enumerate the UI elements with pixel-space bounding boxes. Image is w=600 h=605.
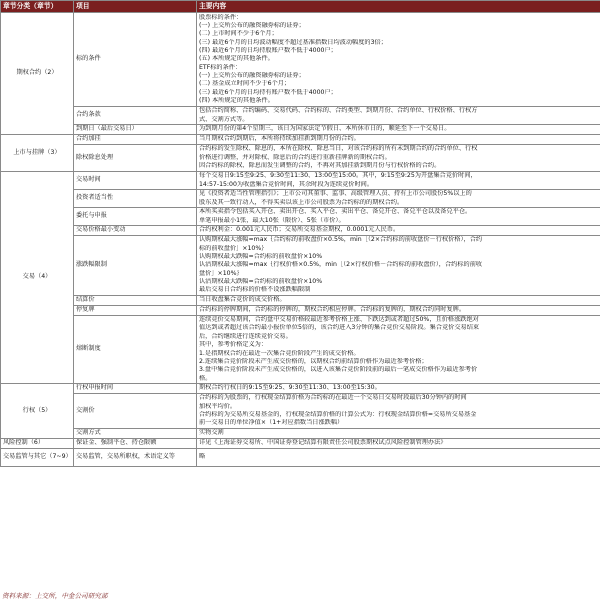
item-cell: 涨跌幅限制 bbox=[74, 236, 197, 296]
content-line: 包括合约简称、合约编码、交易代码、合约标的、合约类型、到期月份、合约单位、行权价格、行权方 bbox=[199, 107, 478, 115]
table-row bbox=[1, 135, 600, 145]
content-line: (二) 上市时间不少于6个月； bbox=[199, 30, 278, 38]
content-line: 期权合约行权日的9:15至9:25、9:30至11:30、13:00至15:30。 bbox=[199, 384, 381, 392]
content-line: (二) 基金成立时间不少于6个月； bbox=[199, 80, 291, 88]
table-row bbox=[1, 316, 600, 384]
content-line: ETF标的条件： bbox=[199, 63, 242, 71]
content-line: 合约标的发生除权、除息的，本所在除权、除息当日，对该合约标的所有未到期合约的合约单位、行权 bbox=[199, 145, 478, 153]
item-cell: 交易监管，交易所职权，术语定义等 bbox=[74, 449, 197, 467]
item-cell: 投资者适当性 bbox=[74, 190, 197, 208]
item-cell: 行权申报时间 bbox=[74, 384, 197, 394]
content-line: (三) 最近6个月的日均波动幅度不超过基准指数日均波动幅度的3倍； bbox=[199, 38, 387, 46]
table-row bbox=[1, 190, 600, 208]
content-cell bbox=[197, 306, 600, 316]
table-body bbox=[1, 1, 600, 467]
item-cell: 熔断制度 bbox=[74, 316, 197, 384]
item-cell: 交割价 bbox=[74, 394, 197, 429]
item-cell: 交割方式 bbox=[74, 429, 197, 439]
table-row bbox=[1, 236, 600, 296]
chapter-cell: 风险控制（6） bbox=[1, 439, 74, 449]
chapter-cell: 期权合约（2） bbox=[1, 13, 74, 135]
content-line: 认沽期权最大跌幅=合约标的前收盘价×10% bbox=[199, 278, 323, 286]
content-line: 格。 bbox=[199, 374, 212, 382]
content-line: 1.是指期权合约在最近一次集合竞价阶段产生的成交价格。 bbox=[199, 349, 360, 357]
content-cell bbox=[197, 135, 600, 145]
content-cell bbox=[197, 125, 600, 135]
table-row bbox=[1, 208, 600, 226]
content-cell bbox=[197, 208, 600, 226]
header-chapter: 章节分类（章节） bbox=[1, 1, 74, 13]
content-line: 前一交易日的单位净值×（1+对应指数当日涨跌幅） bbox=[199, 419, 344, 427]
content-line: 合约标的为股票的，行权现金结算价格为合约标的在最近一个交易日交易时段最后30分钟内的时间 bbox=[199, 394, 467, 402]
item-cell: 交易时间 bbox=[74, 172, 197, 190]
table-row bbox=[1, 384, 600, 394]
table-row bbox=[1, 107, 600, 125]
item-cell: 合约加挂 bbox=[74, 135, 197, 145]
content-line: 14:57-15:00为收盘集合竞价时间，其余时段为连续竞价时间。 bbox=[199, 180, 374, 188]
content-line: 2.连续集合竞价阶段未产生成交价格的，以期权合约前结算价格作为最近参考价格； bbox=[199, 357, 428, 365]
content-line: 当月期权合约到期后，本所将持续加挂新到期月份的合约。 bbox=[199, 135, 360, 143]
content-cell bbox=[197, 190, 600, 208]
content-line: 认购期权最大跌幅=合约标的前收盘价×10% bbox=[199, 252, 323, 260]
content-line: 值达到或者超过该合约最小报价单位5倍的，该合约进入3分钟的集合竞价交易阶段。集合竞价交易结束 bbox=[199, 324, 480, 332]
content-cell bbox=[197, 145, 600, 172]
item-cell: 停复牌 bbox=[74, 306, 197, 316]
content-line: 合约标的停牌期间，合约标的停牌的，期权合约相应停牌。合约标的复牌的，期权合约同时复牌。 bbox=[199, 306, 466, 314]
content-cell bbox=[197, 429, 600, 439]
content-line: 式、交割方式等。 bbox=[199, 115, 249, 123]
content-cell bbox=[197, 13, 600, 107]
content-line: 实物交割 bbox=[199, 429, 224, 437]
item-cell: 委托与申报 bbox=[74, 208, 197, 226]
chapter-cell: 行权（5） bbox=[1, 384, 74, 439]
content-cell bbox=[197, 316, 600, 384]
content-line: 认购期权最大涨幅=max｛合约标的前收盘价×0.5%，min［（2×合约标的前收盘价－行权价格），合约 bbox=[199, 236, 483, 244]
content-line: 合约标的为交易所交易基金的，行权现金结算价格的计算公式为：行权现金结算价格=交易所交易基金 bbox=[199, 411, 477, 418]
content-line: 为到期月份的第4个星期三，该日为国家法定节假日、本所休市日的，顺延至下一个交易日。 bbox=[199, 125, 451, 133]
content-line: (三) 最近6个月的日均持有账户数不低于4000户； bbox=[199, 88, 337, 96]
item-cell: 除权除息处理 bbox=[74, 145, 197, 172]
content-line: 当日收盘集合竞价的成交价格。 bbox=[199, 296, 286, 304]
content-line: 略 bbox=[199, 453, 206, 461]
content-line: (一) 上交所公布的融资融券标的证券； bbox=[199, 21, 305, 29]
content-line: 见《投资者适当性管理指引》；上市公司其董事、监事、高级管理人员、持有上市公司股份5%以上的 bbox=[199, 190, 472, 198]
content-cell bbox=[197, 394, 600, 429]
content-line: 最后交易日合约标的价格不设涨跌幅限制 bbox=[199, 286, 311, 294]
content-line: 单笔申报最小1张，最大10张（限价）、5张（市价）。 bbox=[199, 216, 345, 224]
item-cell: 保证金、强制平仓、持仓限额 bbox=[74, 439, 197, 449]
table-row bbox=[1, 429, 600, 439]
table-row bbox=[1, 394, 600, 429]
content-cell bbox=[197, 439, 600, 449]
content-line: 每个交易日9:15至9:25、9:30至11:30、13:00至15:00。其中，9:15至9:25为开盘集合竞价时间， bbox=[199, 172, 477, 180]
content-line: 合约权利金：0.001元人民币；交易所交易基金期权，0.0001元人民币。 bbox=[199, 226, 400, 234]
content-line: (五) 本所规定的其他条件。 bbox=[199, 55, 274, 63]
item-cell: 合约条款 bbox=[74, 107, 197, 125]
chapter-cell: 交易（4） bbox=[1, 172, 74, 384]
content-line: 因合约标的除权、除息而发生调整的合约，不再对其加挂新到期月份与行权价格的合约。 bbox=[199, 162, 441, 170]
table-header-row bbox=[1, 1, 600, 13]
chapter-cell: 上市与挂牌（3） bbox=[1, 135, 74, 172]
table-row bbox=[1, 306, 600, 316]
item-cell: 标的条件 bbox=[74, 13, 197, 107]
content-line: (一) 上交所公布的融资融券标的证券； bbox=[199, 72, 305, 80]
content-line: 价格进行调整，并对除权、除息后的合约进行重新挂牌新的期权合约。 bbox=[199, 153, 391, 161]
header-item: 项目 bbox=[74, 1, 197, 13]
content-line: 其中，参考价格定义为： bbox=[199, 341, 268, 349]
content-cell bbox=[197, 449, 600, 467]
chapter-cell: 交易监管与其它（7~9） bbox=[1, 449, 74, 467]
table-row bbox=[1, 296, 600, 306]
content-line: 股票标的条件： bbox=[199, 13, 243, 21]
source-note: 资料来源：上交所，中金公司研究部 bbox=[2, 592, 108, 600]
table-row bbox=[1, 145, 600, 172]
header-content: 主要内容 bbox=[197, 1, 600, 13]
content-line: 标的前收盘价］×10%｝ bbox=[199, 244, 268, 252]
table-row bbox=[1, 125, 600, 135]
content-cell bbox=[197, 107, 600, 125]
content-line: 连续竞价交易期间，合约盘中交易价格较最近参考价格上涨、下跌达到或者超过50%，且价格涨跌绝对 bbox=[199, 316, 479, 324]
content-line: (四) 最近6个月的日均持股账户数不低于4000户； bbox=[199, 46, 337, 54]
content-line: 加权平均价。 bbox=[199, 402, 237, 410]
content-line: 详见《上海证券交易所、中国证券登记结算有限责任公司股票期权试点风险控制管理办法》 bbox=[199, 439, 447, 447]
table-row bbox=[1, 439, 600, 449]
content-line: 3.盘中集合竞价阶段未产生成交价格的，以进入该集合竞价阶段前的最后一笔成交价格作为最近参考价 bbox=[199, 366, 478, 374]
content-line: 股东及其一致行动人，不得买卖以该上市公司股票为合约标的的期权合约。 bbox=[199, 198, 404, 206]
content-line: 后，合约继续进行连续竞价交易。 bbox=[199, 332, 292, 340]
content-cell bbox=[197, 236, 600, 296]
table-row bbox=[1, 172, 600, 190]
item-cell: 到期日（最后交易日） bbox=[74, 125, 197, 135]
content-line: 认沽期权最大涨幅=max｛行权价格×0.5%，min［（2×行权价格－合约标的前收盘价），合约标的前收 bbox=[199, 261, 483, 269]
table-row bbox=[1, 13, 600, 107]
item-cell: 交易价格最小变动 bbox=[74, 226, 197, 236]
content-line: (四) 本所规定的其他条件。 bbox=[199, 97, 274, 105]
content-line: 本所买卖指令包括买入开仓、卖出开仓、买入平仓、卖出平仓、备兑开仓、备兑平仓以及备兑平仓。 bbox=[199, 208, 472, 216]
table-row bbox=[1, 449, 600, 467]
content-cell bbox=[197, 226, 600, 236]
content-cell bbox=[197, 172, 600, 190]
item-cell: 结算价 bbox=[74, 296, 197, 306]
content-cell bbox=[197, 384, 600, 394]
table-row bbox=[1, 226, 600, 236]
content-line: 盘价］×10%｝ bbox=[199, 269, 243, 277]
content-cell bbox=[197, 296, 600, 306]
